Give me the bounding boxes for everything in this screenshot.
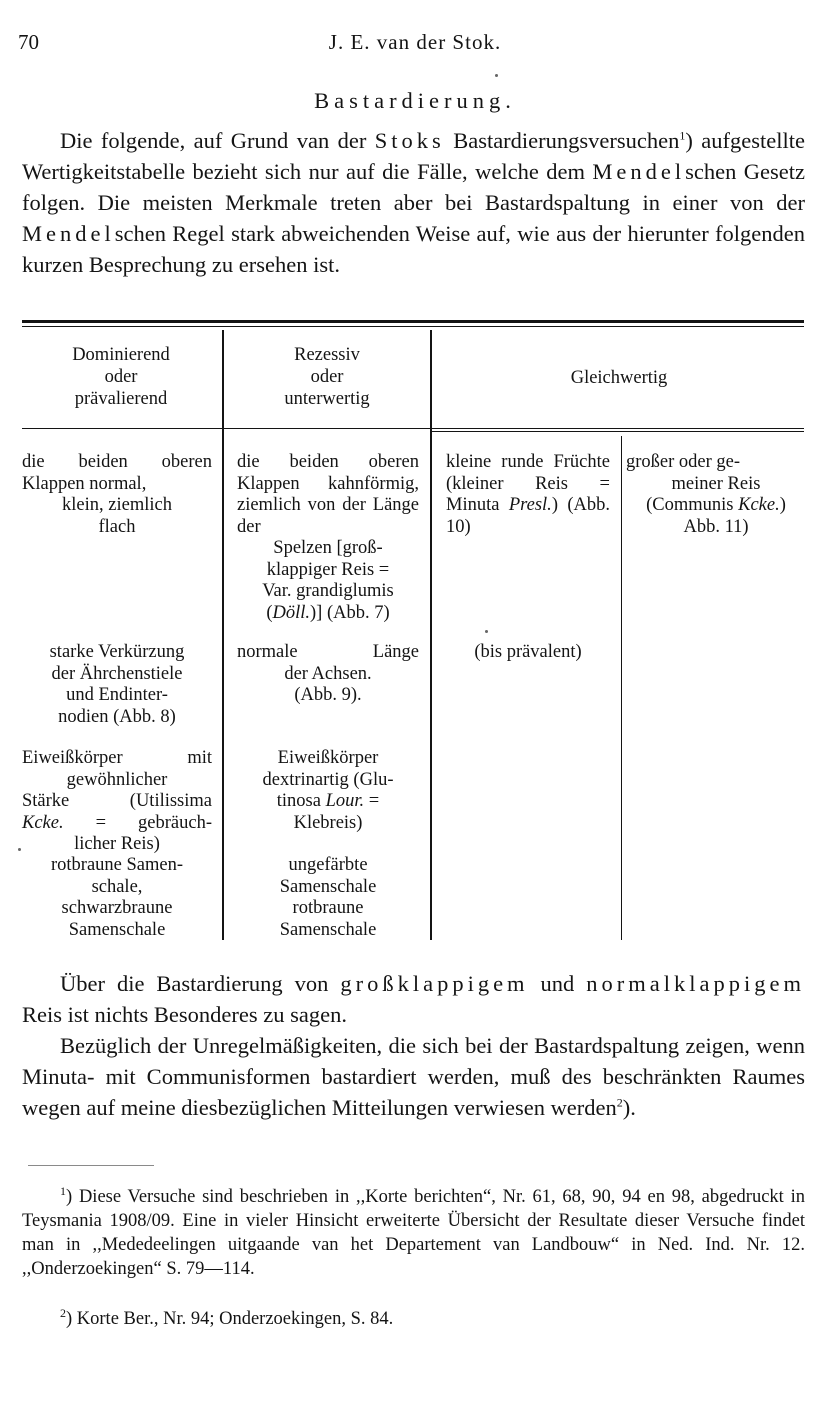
page-number: 70 bbox=[18, 30, 39, 54]
row2-recessive: normale Länge der Achsen. (Abb. 9). bbox=[237, 642, 419, 705]
mendel-name: Mendel bbox=[592, 159, 686, 184]
row3-dominant: Eiweißkörper mit gewöhnlicher Stärke (Utilissima Kcke. = gebräuch- licher Reis) bbox=[22, 748, 212, 854]
stoks-name: Stoks bbox=[374, 128, 445, 153]
row4-recessive: ungefärbte Samenschale rotbraune Samenschale bbox=[279, 855, 377, 940]
header-equal: Gleichwertig bbox=[570, 368, 668, 388]
table-subheader-rule bbox=[432, 431, 804, 432]
row1-dominant: die beiden oberen Klappen normal, klein, ziemlich flach bbox=[22, 452, 212, 537]
footnote-1: $^1$) Diese Versuche sind beschrieben in ,,Korte berichten“, Nr. 61, 68, 90, 94 en 98, abgedruckt in Teysmania 1908/09. Eine in vieler Hinsicht erweiterte Übersicht der Resultate dieser Versuche findet man in ,,Mededeelingen uitgaande van het Departement van Landbouw“ in Ned. Ind. Nr. 12. ,,Onderzoekingen“ S. 79—114. bbox=[22, 1183, 805, 1279]
footnote-ref-1: 1 bbox=[679, 128, 686, 143]
column-divider bbox=[621, 436, 622, 940]
table-header-rule bbox=[22, 428, 804, 429]
footnote-ref-2: 2 bbox=[616, 1095, 623, 1110]
table-top-rule-thin bbox=[22, 326, 804, 327]
section-heading: Bastardierung. bbox=[314, 88, 516, 113]
table-top-rule bbox=[22, 320, 804, 323]
paragraph-hybrid-klappen: Über die Bastardierung von großklappigem und normalklappigem Reis ist nichts Besonderes zu sagen. bbox=[22, 971, 805, 1027]
row2-equal: (bis prävalent) bbox=[474, 642, 582, 662]
mendel-name: Mendel bbox=[22, 221, 115, 246]
row1-recessive: die beiden oberen Klappen kahnförmig, ziemlich von der Länge der Spelzen [groß- klappiger Reis = Var. grandiglumis (Döll.)] (Abb. 7) bbox=[237, 452, 419, 623]
header-dominant: Dominierend oder prävalierend bbox=[72, 345, 170, 409]
row1-equal-minuta: kleine runde Früchte (kleiner Reis = Minuta Presl.) (Abb. 10) bbox=[446, 452, 610, 537]
column-divider bbox=[430, 330, 432, 940]
intro-paragraph: Die folgende, auf Grund van der Stoks Bastardierungsversuchen$^1$) aufgestellte Wertigkeitstabelle bezieht sich nur auf die Fälle, welche dem Mendelschen Gesetz folgen. Die meisten Merkmale treten aber bei Bastardspaltung in einer von der Mendelschen Regel stark abweichenden Weise auf, wie aus der hierunter folgenden kurzen Besprechung zu ersehen ist. bbox=[22, 128, 805, 277]
row3-recessive: Eiweißkörper dextrinartig (Glu- tinosa Lour. = Klebreis) bbox=[262, 748, 394, 833]
print-speck bbox=[18, 848, 21, 851]
row1-equal-communis: großer oder ge- meiner Reis (Communis Kcke.) Abb. 11) bbox=[626, 452, 786, 537]
header-recessive: Rezessiv oder unterwertig bbox=[284, 345, 370, 409]
paragraph-irregularities: Bezüglich der Unregelmäßigkeiten, die sich bei der Bastardspaltung zeigen, wenn Minuta- mit Communisformen bastardiert werden, muß des beschränkten Raumes wegen auf meine diesbezüglichen Mitteilungen verwiesen werden$^2$). bbox=[22, 1033, 805, 1120]
footnote-separator bbox=[28, 1165, 154, 1166]
footnote-2: $^2$) Korte Ber., Nr. 94; Onderzoekingen, S. 84. bbox=[60, 1305, 394, 1329]
row4-dominant: rotbraune Samen- schale, schwarzbraune Samenschale bbox=[50, 855, 184, 940]
running-title: J. E. van der Stok. bbox=[328, 30, 502, 54]
column-divider bbox=[222, 330, 224, 940]
print-speck bbox=[485, 630, 488, 633]
row2-dominant: starke Verkürzung der Ährchenstiele und Endinter- nodien (Abb. 8) bbox=[49, 642, 185, 727]
print-speck bbox=[495, 74, 498, 77]
